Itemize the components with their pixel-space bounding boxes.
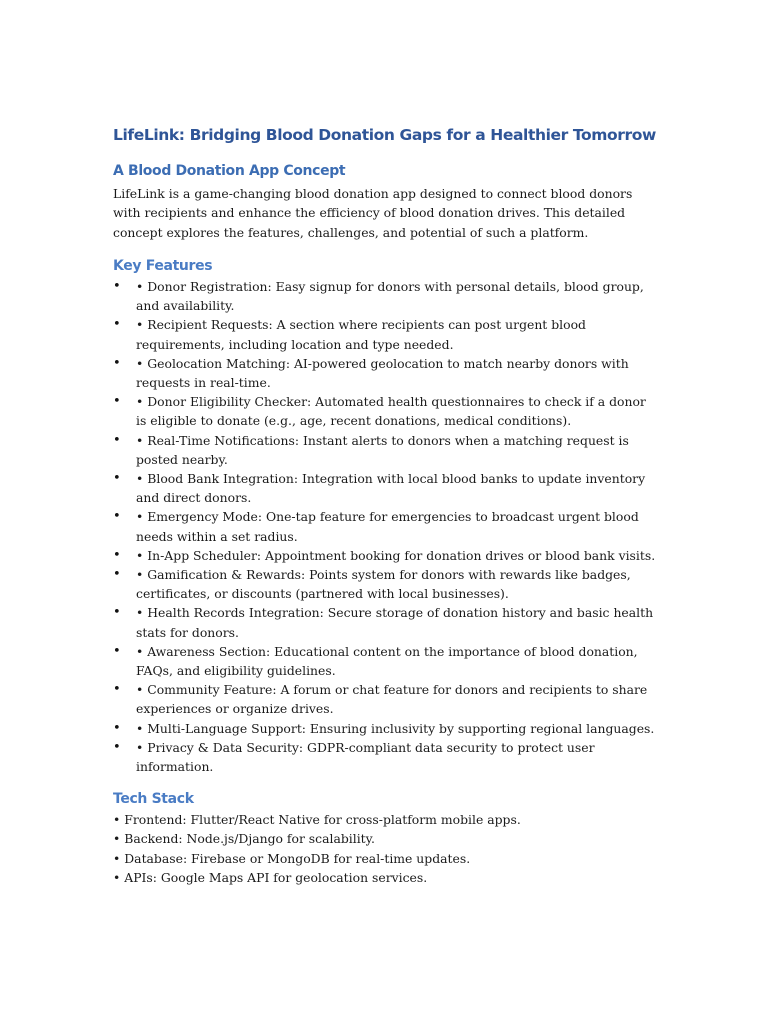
feature-list-item (113, 392, 658, 430)
feature-list-item (113, 642, 658, 680)
feature-list-item (113, 277, 658, 315)
feature-list-item (113, 507, 658, 545)
feature-list-item (113, 680, 658, 718)
tech-stack-heading: Tech Stack (113, 791, 194, 808)
feature-text: • Privacy & Data Security: GDPR-compliant data security to protect user information. (136, 739, 595, 774)
tech-stack-item: • APIs: Google Maps API for geolocation services. (113, 870, 428, 886)
bullet-icon: • (113, 720, 121, 736)
feature-text: • Health Records Integration: Secure storage of donation history and basic health stats for donors. (136, 605, 654, 640)
feature-text: • Community Feature: A forum or chat feature for donors and recipients to share experiences or organize drives. (136, 682, 648, 717)
feature-list-item (113, 469, 658, 507)
key-features-heading: Key Features (113, 257, 213, 274)
intro-paragraph: LifeLink is a game-changing blood donation app designed to connect blood donors with recipients and enhance the efficiency of blood donation drives. This detailed concept explores the features, challenges, and potential of such a platform. (113, 186, 633, 240)
feature-text: • Donor Eligibility Checker: Automated health questionnaires to check if a donor is eligible to donate (e.g., age, recent donations, medical conditions). (136, 394, 646, 429)
feature-list-item (113, 354, 658, 392)
bullet-icon: • (113, 470, 121, 486)
key-features-list (113, 277, 658, 776)
tech-stack-item: • Backend: Node.js/Django for scalability. (113, 831, 375, 847)
document-subtitle: A Blood Donation App Concept (113, 163, 346, 179)
feature-text: • Awareness Section: Educational content on the importance of blood donation, FAQs, and eligibility guidelines. (136, 643, 638, 678)
feature-list-item (113, 738, 658, 776)
document-body (113, 124, 658, 887)
bullet-icon: • (113, 278, 121, 294)
bullet-icon: • (113, 394, 121, 410)
feature-text: • Recipient Requests: A section where recipients can post urgent blood requirements, including location and type needed. (136, 317, 586, 352)
feature-text: • Geolocation Matching: AI-powered geolocation to match nearby donors with requests in real-time. (136, 355, 629, 390)
bullet-icon: • (113, 643, 121, 659)
bullet-icon: • (113, 355, 121, 371)
feature-list-item (113, 431, 658, 469)
feature-list-item (113, 315, 658, 353)
feature-text: • Blood Bank Integration: Integration with local blood banks to update inventory and direct donors. (136, 470, 646, 506)
feature-text: • Emergency Mode: One-tap feature for emergencies to broadcast urgent blood needs within a set radius. (136, 509, 639, 544)
feature-list-item (113, 546, 658, 565)
tech-stack-list (113, 810, 658, 887)
feature-text: • Gamification & Rewards: Points system for donors with rewards like badges, certificates, or discounts (partnered with local businesses). (136, 566, 631, 602)
bullet-icon: • (113, 682, 121, 698)
feature-list-item (113, 719, 658, 738)
feature-text: • Donor Registration: Easy signup for donors with personal details, blood group, and availability. (136, 278, 644, 314)
tech-stack-item: • Database: Firebase or MongoDB for real-time updates. (113, 850, 471, 866)
feature-text: • Multi-Language Support: Ensuring inclusivity by supporting regional languages. (136, 720, 655, 736)
document-title: LifeLink: Bridging Blood Donation Gaps for a Healthier Tomorrow (113, 126, 656, 144)
feature-text: • Real-Time Notifications: Instant alerts to donors when a matching request is posted nearby. (136, 432, 629, 467)
bullet-icon: • (113, 739, 121, 755)
bullet-icon: • (113, 509, 121, 525)
feature-text: • In-App Scheduler: Appointment booking for donation drives or blood bank visits. (136, 547, 656, 563)
bullet-icon: • (113, 566, 121, 582)
feature-list-item (113, 603, 658, 641)
bullet-icon: • (113, 605, 121, 621)
bullet-icon: • (113, 432, 121, 448)
bullet-icon: • (113, 547, 121, 563)
feature-list-item (113, 565, 658, 603)
tech-stack-item: • Frontend: Flutter/React Native for cross-platform mobile apps. (113, 812, 521, 828)
bullet-icon: • (113, 317, 121, 333)
